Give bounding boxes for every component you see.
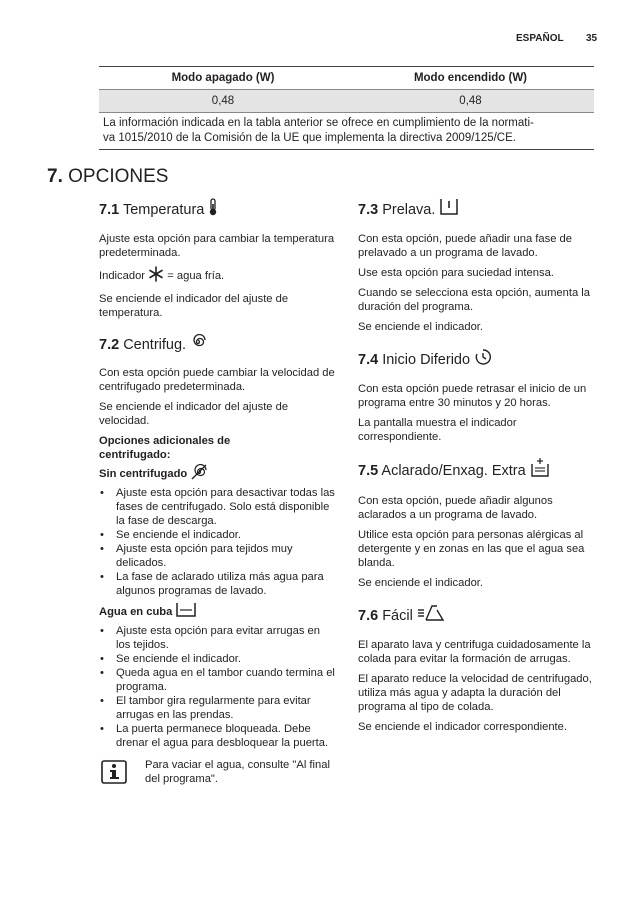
temperature-note: Se enciende el indicador del ajuste de temperatura. xyxy=(99,293,289,319)
page-number: 35 xyxy=(586,33,598,44)
heading-extra-rinse: 7.5 Aclarado/Enxag. Extra xyxy=(358,458,598,484)
section-title: 7. OPCIONES xyxy=(47,166,169,187)
table-cell-on: 0,48 xyxy=(459,95,482,107)
easy-p3: Se enciende el indicador correspondiente. xyxy=(358,721,567,733)
delay-p1: Con esta opción puede retrasar el inicio de un programa entre 30 minutos y 20 horas. xyxy=(358,383,587,409)
extra-spin-heading: Opciones adicionales de centrifugado: xyxy=(99,435,231,461)
no-spin-icon xyxy=(190,464,208,484)
snowflake-icon xyxy=(148,266,164,286)
extra-rinse-p3: Se enciende el indicador. xyxy=(358,577,484,589)
prewash-p4: Se enciende el indicador. xyxy=(358,321,484,333)
table-header-on: Modo encendido (W) xyxy=(413,72,528,84)
page-header xyxy=(0,33,638,47)
table-row xyxy=(99,90,594,112)
rinse-hold-list xyxy=(99,624,337,750)
list-item: • Ajuste esta opción para evitar arrugas en los tejidos. xyxy=(99,624,337,652)
heading-temperature: 7.1 Temperatura xyxy=(99,198,337,222)
no-spin-list xyxy=(99,486,337,598)
heading-delay-start: 7.4 Inicio Diferido xyxy=(358,348,598,372)
spin-desc: Con esta opción puede cambiar la velocidad de centrifugado predeterminada. xyxy=(99,367,335,393)
table-header-row xyxy=(99,67,594,89)
table-cell-off: 0,48 xyxy=(211,95,235,107)
right-column xyxy=(358,198,598,740)
extra-rinse-p1: Con esta opción, puede añadir algunos aclarados a un programa de lavado. xyxy=(358,495,553,521)
list-item: • Se enciende el indicador. xyxy=(99,652,337,666)
list-item: • Ajuste esta opción para tejidos muy delicados. xyxy=(99,542,337,570)
list-item: • Se enciende el indicador. xyxy=(99,528,337,542)
table-header-off: Modo apagado (W) xyxy=(171,72,275,84)
prewash-p3: Cuando se selecciona esta opción, aumenta la duración del programa. xyxy=(358,287,590,313)
extra-rinse-icon xyxy=(530,458,550,484)
spin-note: Se enciende el indicador del ajuste de velocidad. xyxy=(99,401,289,427)
extra-rinse-p2: Utilice esta opción para personas alérgicas al detergente y en zonas en las que el agua sea blanda. xyxy=(358,529,585,569)
rinse-hold-label: Agua en cuba xyxy=(99,602,337,622)
prewash-p2: Use esta opción para suciedad intensa. xyxy=(358,267,554,279)
easy-p2: El aparato reduce la velocidad de centrifugado, utiliza más agua y adapta la duración del programa al tipo de colada. xyxy=(358,673,592,713)
info-icon xyxy=(101,760,127,788)
info-note xyxy=(99,758,337,786)
rinse-hold-icon xyxy=(175,602,197,622)
thermometer-icon xyxy=(208,198,218,222)
heading-spin: 7.2 Centrifug. xyxy=(99,334,337,356)
delay-p2: La pantalla muestra el indicador correspondiente. xyxy=(358,417,517,443)
list-item: • Queda agua en el tambor cuando termina el programa. xyxy=(99,666,337,694)
left-column xyxy=(99,198,337,786)
temperature-indicator: Indicador = agua fría. xyxy=(99,266,337,286)
list-item: • Ajuste esta opción para desactivar todas las fases de centrifugado. Solo está disponible la fase de descarga. xyxy=(99,486,337,528)
table-note: La información indicada en la tabla anterior se ofrece en cumplimiento de la normati- va 1015/2010 de la Comisión de la UE que implementa la directiva 2009/125/CE. xyxy=(99,113,594,149)
heading-easy: 7.6 Fácil xyxy=(358,604,598,628)
no-spin-label: Sin centrifugado xyxy=(99,464,337,484)
heading-prewash: 7.3 Prelava. xyxy=(358,198,598,222)
prewash-icon xyxy=(439,198,459,222)
list-item: • La fase de aclarado utiliza más agua para algunos programas de lavado. xyxy=(99,570,337,598)
list-item: • El tambor gira regularmente para evitar arrugas en las prendas. xyxy=(99,694,337,722)
header-language: ESPAÑOL xyxy=(516,33,564,44)
prewash-p1: Con esta opción, puede añadir una fase de prelavado a un programa de lavado. xyxy=(358,233,572,259)
info-text: Para vaciar el agua, consulte "Al final del programa". xyxy=(145,759,330,785)
temperature-desc: Ajuste esta opción para cambiar la temperatura predeterminada. xyxy=(99,233,335,259)
easy-p1: El aparato lava y centrifuga cuidadosamente la colada para evitar la formación de arrugas. xyxy=(358,639,591,665)
power-table xyxy=(99,66,594,150)
easy-iron-icon xyxy=(417,604,445,628)
list-item: • La puerta permanece bloqueada. Debe drenar el agua para desbloquear la puerta. xyxy=(99,722,337,750)
spin-icon xyxy=(190,334,206,356)
clock-icon xyxy=(474,348,492,372)
